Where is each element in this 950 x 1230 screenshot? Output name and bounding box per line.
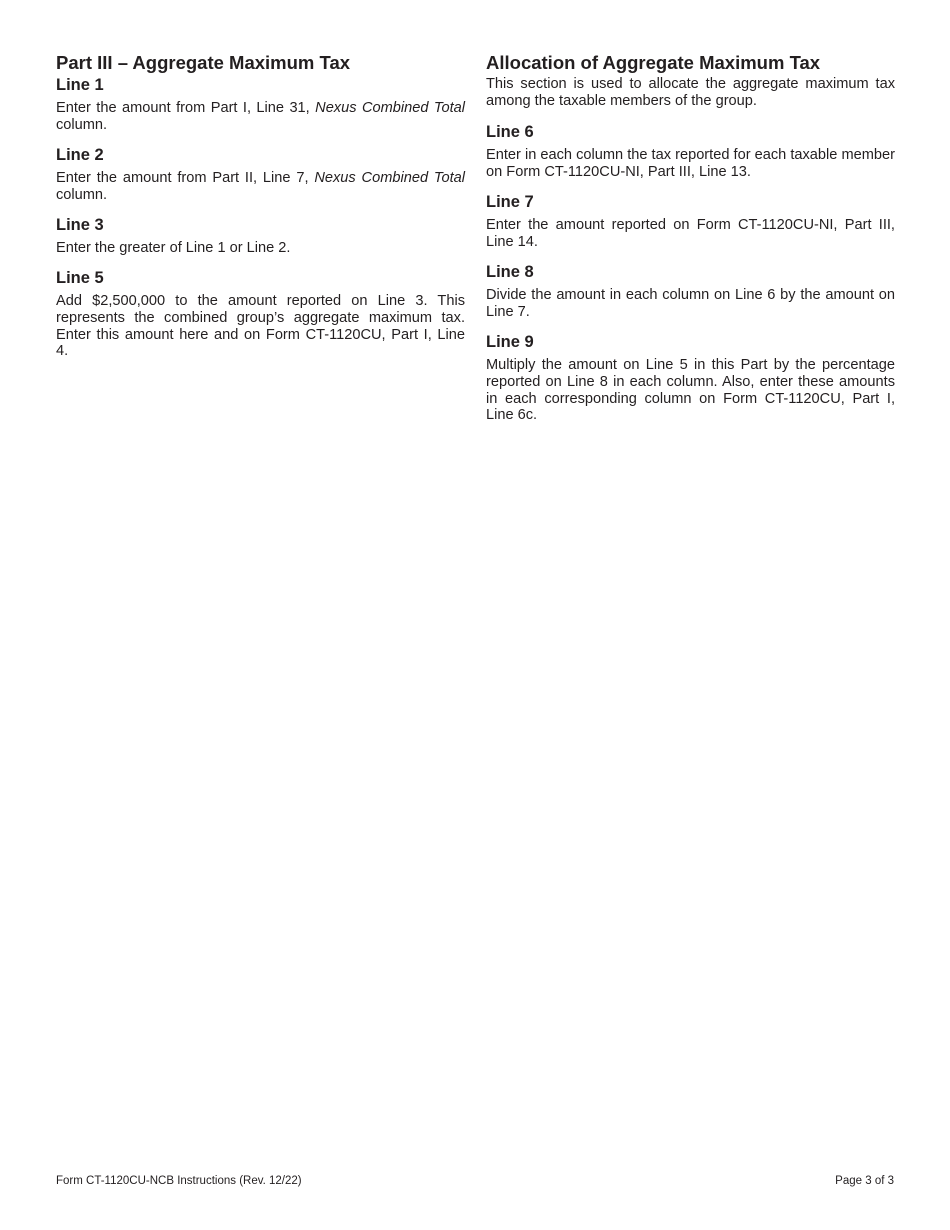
line-7-heading: Line 7 [486,193,534,211]
allocation-intro: This section is used to allocate the aggregate maximum tax among the taxable members of the group. [486,76,895,109]
line-1-text-a: Enter the amount from Part I, Line 31, [56,100,316,116]
line-3-text: Enter the greater of Line 1 or Line 2. [56,240,291,256]
line-1-text [56,100,465,134]
line-9-heading: Line 9 [486,333,534,351]
line-2-italic: Nexus Combined Total [314,170,465,186]
line-5-heading: Line 5 [56,269,104,287]
line-5-text: Add $2,500,000 to the amount reported on Line 3. This represents the combined group’s aggregate maximum tax. Enter this amount here and on Form CT-1120CU, Part I, Line 4. [56,293,465,360]
line-2-text-a: Enter the amount from Part II, Line 7, [56,170,315,186]
line-2-text-b: column. [56,186,108,203]
line-3-heading: Line 3 [56,216,104,234]
line-1-text-b: column. [56,116,108,133]
line-1-italic: Nexus Combined Total [315,100,465,116]
line-8-heading: Line 8 [486,263,534,281]
line-7-text: Enter the amount reported on Form CT-1120CU-NI, Part III, Line 14. [486,217,895,250]
line-8-text: Divide the amount in each column on Line 6 by the amount on Line 7. [486,287,895,320]
part-iii-title: Part III – Aggregate Maximum Tax [56,52,351,73]
line-1-heading: Line 1 [56,76,104,94]
footer-form-name: Form CT-1120CU-NCB Instructions (Rev. 12/22) [56,1175,302,1187]
allocation-title: Allocation of Aggregate Maximum Tax [486,52,821,73]
line-6-heading: Line 6 [486,123,534,141]
line-6-text: Enter in each column the tax reported for each taxable member on Form CT-1120CU-NI, Part III, Line 13. [486,147,895,180]
line-9-text: Multiply the amount on Line 5 in this Part by the percentage reported on Line 8 in each column. Also, enter these amounts in each corresponding column on Form CT-1120CU, Part I, Line 6c. [486,357,895,424]
footer-page-number: Page 3 of 3 [835,1175,894,1187]
line-2-heading: Line 2 [56,146,104,164]
line-2-text [56,170,465,204]
